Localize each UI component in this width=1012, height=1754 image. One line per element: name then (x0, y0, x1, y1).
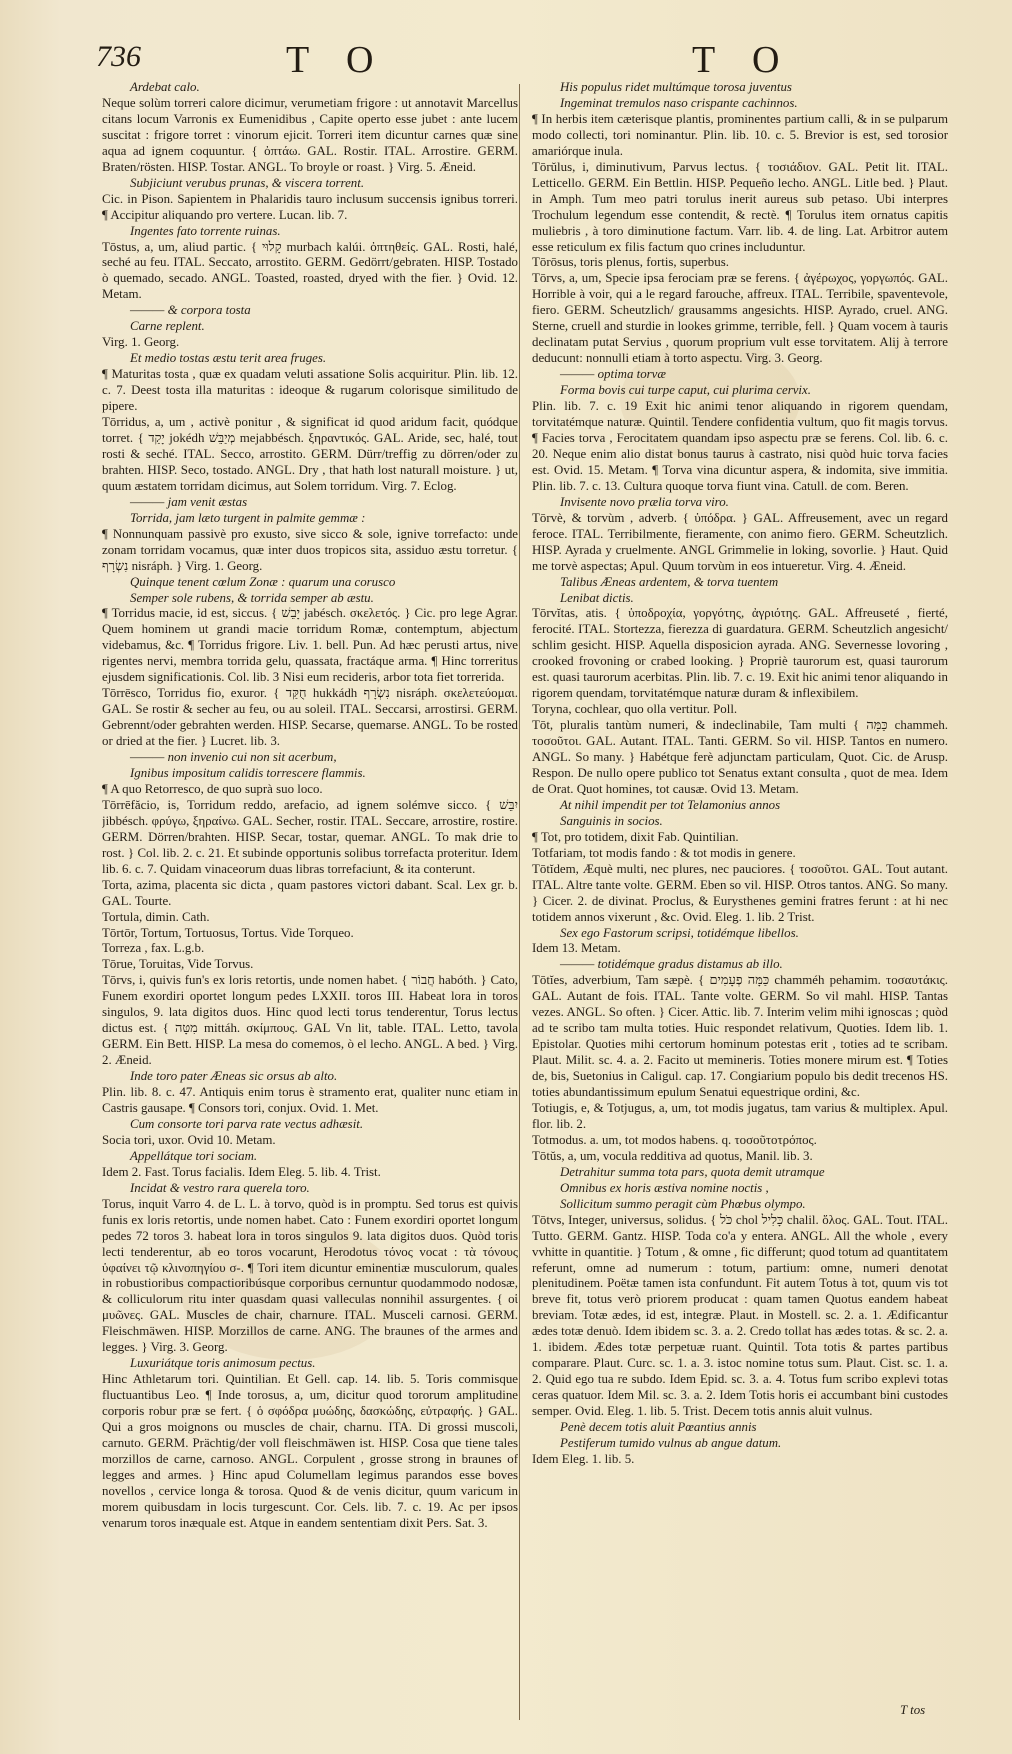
column-divider (519, 84, 520, 1720)
quotation-line: Ignibus impositum calidis torrescere flammis. (130, 765, 366, 780)
quotation-line: Sollicitum summo peragit cùm Phœbus olympo. (560, 1196, 806, 1211)
quotation-line: ——— optima torvæ (560, 367, 667, 382)
quotation-line: Sex ego Fastorum scripsi, totidémque libellos. (560, 925, 799, 940)
dictionary-entry: Tortula, dimin. Cath. (102, 909, 210, 924)
page-header (0, 40, 1012, 80)
quotation-line: Inde toro pater Æneas sic orsus ab alto. (130, 1069, 338, 1084)
dictionary-entry: Torta, azima, placenta sic dicta , quam pastores victori dabant. Scal. Lex gr. b. GAL. Tourte. (102, 877, 518, 908)
quotation-line: Incidat & vestro rara querela toro. (130, 1180, 310, 1195)
quotation-line: At nihil impendit per tot Telamonius annos (560, 797, 781, 812)
quotation-line: Subjiciunt verubus prunas, & viscera torrent. (130, 175, 365, 190)
quotation-line: Luxuriátque toris animosum pectus. (130, 1356, 316, 1371)
dictionary-entry: ¶ Tot, pro totidem, dixit Fab. Quintilian. (532, 829, 739, 844)
quotation-line: Pestiferum tumido vulnus ab angue datum. (560, 1436, 782, 1451)
dictionary-entry: Socia tori, uxor. Ovid 10. Metam. (102, 1132, 276, 1147)
dictionary-entry: ¶ A quo Retorresco, de quo suprà suo loco. (102, 781, 323, 796)
quotation-line: Et medio tostas æstu terit area fruges. (130, 351, 327, 366)
running-head-right: T O (692, 39, 794, 81)
dictionary-entry: Plin. lib. 7. c. 19 Exit hic animi tenor aliquando in rigorem quendam, torvitatémque naturæ. Quintil. Tendere confidentia vultum, quo fit magis torvus. ¶ Facies torva , Ferocitatem quandam ipso aspectu præ se ferens. Col. lib. 6. c. 20. Neque enim alio distat bonus taurus à castrato, nisi quòd huic torva facies est. Ovid. 15. Metam. ¶ Torva vina dicuntur aspera, & indomita, sive immitia. Plin. lib. 7. c. 13. Cultura quoque torva fiunt vina. Catull. de com. Beren. (532, 399, 948, 493)
quotation-line: Talibus Æneas ardentem, & torva tuentem (560, 574, 779, 589)
dictionary-entry: Toryna, cochlear, quo olla vertitur. Poll. (532, 702, 738, 717)
left-column (102, 80, 518, 1730)
dictionary-entry: Hinc Athletarum tori. Quintilian. Et Gell. cap. 14. lib. 5. Toris commisque fluctuantibus Leo. ¶ Inde torosus, a, um, dicitur quod tororum amplitudine corporis robur præ se fert. { ὁ σφόδρα μυώδης, δασκώδης, εὐτραφής. } GAL. Qui a gros moignons ou muscles de chair, charnu. ITA. Di grossi muscoli, carnuto. GERM. Prächtig/der voll fleischmäwen ist. HISP. Cosa que tiene tales morzillos de carne, carnoso. ANGL. Corpulent , grosse strong in braunes of legges and armes. } Hinc apud Columellam legimus parandos esse boves novellos , cervice longa & torosa. Quod & de venis dicitur, quum varicum in morem quibusdam in locis turgescunt. Cor. Cels. lib. 7. c. 19. Ac per ipsos venarum toros inæquale est. Atque in eandem sententiam dixit Pers. Sat. 3. (102, 1372, 518, 1530)
quotation-line: ——— non invenio cui non sit acerbum, (130, 750, 337, 765)
dictionary-entry: Idem 13. Metam. (532, 941, 621, 956)
quotation-line: Cum consorte tori parva rate vectus adhæsit. (130, 1116, 364, 1131)
dictionary-entry: Tōrrēsco, Torridus fio, exuror. { חֻקַּד hukkádh נִשְׂרָף nisráph. σκελετεύομαι. GAL. Se rostir & secher au feu, ou au soleil. ITAL. Seccarsi, arrostirsi. GERM. Gebrennt/oder gebrahten werden. HISP. Secarse, quemarse. ANGL. To be rosted or dried at the fier. } Lucret. lib. 3. (102, 686, 518, 749)
dictionary-entry: Tōrridus, a, um , activè ponitur , & significat id quod aridum facit, quódque torret. { יָקַד jokédh מְיַבֵּשׁ mejabbésch. ξηραντικός. GAL. Aride, sec, halé, tout rosti & seché. ITAL. Secco, arrostito. GERM. Dürr/treffig zu dörren/oder zu brahten. HISP. Seco, tostado. ANGL. Dry , that hath lost naturall moisture. } ut, quum æstatem torridam dicimus, aut Solem torridum. Virg. 7. Eclog. (102, 415, 518, 493)
dictionary-entry: Idem Eleg. 1. lib. 5. (532, 1451, 635, 1466)
dictionary-entry: Torreza , fax. L.g.b. (102, 941, 205, 956)
quotation-line: His populus ridet multúmque torosa juventus (560, 80, 792, 94)
dictionary-entry: Tōrvè, & torvùm , adverb. { ὑπόδρα. } GAL. Affreusement, avec un regard feroce. ITAL. Terribilmente, fieramente, con animo fiero. GERM. Scheutzlich. HISP. Ayrada y cruelmente. ANGL Grimmelie in loking, sovorlie. } Haut. Quid me torvè aspectas; Apul. Quum torvùm in eos intueretur. Virg. 4. Æneid. (532, 510, 948, 573)
dictionary-entry: Tōrvs, a, um, Specie ipsa ferociam præ se ferens. { ἀγέρωχος, γοργωπός. GAL. Horrible à voir, qui a le regard farouche, affreux. ITAL. Terribile, spaventevole, fiero. GERM. Scheutzlich/ grausamms angesichts. HISP. Ayrado, cruel. ANG. Sterne, cruell and sturdie in lookes grimme, terrible, fell. } Quam vocem à tauris declinatam putat Servius , quorum proprium vult esse torvitatem. Alij à terrore deducunt: nonnulli etiam à torto aspectu. Virg. 3. Georg. (532, 271, 948, 366)
running-head-left: T O (286, 39, 388, 81)
quotation-line: Forma bovis cui turpe caput, cui plurima cervix. (560, 383, 811, 398)
dictionary-entry: Tōtĭes, adverbium, Tam sæpè. { כַּמָּה פְעָמִים chamméh pehamim. τοσαυτάκις. GAL. Autant de fois. ITAL. Tante volte. GERM. So vil mahl. HISP. Tantas vezes. ANGL. So often. } Cicer. Attic. lib. 7. Interim velim mihi ignoscas ; quòd ad te scribo tam multa toties. Huic respondet relativum, Quoties. Idem lib. 1. Epistolar. Quoties mihi certorum hominum potestas erit , toties ad te scribam. Plaut. Milit. sc. 4. a. 2. Facito ut memineris. Toties monere mirum est. ¶ Toties de, bis, Suetonius in Caligul. cap. 17. Congiarium populo bis dedit trecenos HS. toties abundantissimum epulum Senatui equestrique ordini, &c. (532, 973, 948, 1100)
dictionary-entry: Tōrrēfăcio, is, Torridum reddo, arefacio, ad ignem solémve sicco. { יִבֵּשׁ jibbésch. φρύγω, ξηραίνω. GAL. Secher, rostir. ITAL. Seccare, arrostire, rostire. GERM. Dörren/brahten. HISP. Secar, tostar, quemar. ANGL. To mak drie to rost. } Col. lib. 2. c. 21. Et subinde opportunis solibus torrefacta proteritur. Idem lib. 6. c. 7. Quidam vinaceorum duas libras torrefaciunt, & ita conterunt. (102, 797, 518, 876)
quotation-line: Appellátque tori sociam. (130, 1148, 258, 1163)
dictionary-entry: ¶ Nonnunquam passivè pro exusto, sive sicco & sole, ignive torrefacto: unde zonam torridam vocamus, quæ inter duos tropicos sita, assiduo æstu torretur. { נִשְׂרָף nisráph. } Virg. 1. Georg. (102, 526, 518, 573)
dictionary-entry: Tōrtōr, Tortum, Tortuosus, Tortus. Vide Torqueo. (102, 925, 354, 940)
dictionary-entry: Cic. in Pison. Sapientem in Phalaridis tauro inclusum succensis ignibus torreri. ¶ Accipitur aliquando pro vertere. Lucan. lib. 7. (102, 191, 518, 222)
quotation-line: Detrahitur summa tota pars, quota demit utramque (560, 1164, 825, 1179)
quotation-line: Carne replent. (130, 319, 205, 334)
dictionary-entry: Tōstus, a, um, aliud partic. { קָלוּי murbach kalúi. ὀπτηθείς. GAL. Rosti, halé, seché au feu. ITAL. Seccato, arrostito. GERM. Gedörrt/gebraten. HISP. Tostado ò quemado, secado. ANGL. Toasted, roasted, dryed with the fier. } Ovid. 12. Metam. (102, 239, 518, 302)
dictionary-entry: Totfariam, tot modis fando : & tot modis in genere. (532, 845, 796, 860)
dictionary-entry: Tōrvs, i, quivis fun's ex loris retortis, unde nomen habet. { חֲבוֹר habóth. } Cato, Funem exordiri oportet longum pedes LXXII. toros III. Habeat lora in toros singulos, 9. lata digitos duos. Hinc quod lecti torus tenderentur, Torus lectus dictus est. { מִטָּה mittáh. σκίμπους. GAL Vn lit, table. ITAL. Letto, tavola GERM. Ein Bett. HISP. La mesa do comemos, ò el lecho. ANGL. A bed. } Virg. 2. Æneid. (102, 973, 518, 1068)
dictionary-entry: Totmodus. a. um, tot modos habens. q. τοσοῦτοτρόπος. (532, 1132, 817, 1147)
quotation-line: Penè decem totis aluit Pœantius annis (560, 1420, 757, 1435)
quotation-line: Ingentes fato torrente ruinas. (130, 223, 281, 238)
dictionary-entry: Torus, inquit Varro 4. de L. L. à torvo, quòd is in promptu. Sed torus est quivis funis ex loris retortis, unde nomen habet. Cato : Funem exordiri oportet longum pedes 72 toros 3. habeat lora in toros singulos 9. lata digitos duos. Quòd toris lecti tenderentur, ab eo toros vocarunt, Herodotus τόνος vocat : τὰ τόνους ὑφαίνει τῷ κλινοπηγίου σ-. ¶ Tori item dicuntur eminentiæ musculorum, quales in robustioribus compactioribúsque corporibus cernuntur quodammodo nodosæ, & colliculorum ritu inter quasdam quasi valleculas nonnihil assurgentes. { οἱ μυῶνες. GAL. Muscles de chair, charnure. ITAL. Musceli carnosi. GERM. Fleischmäwen. HISP. Morzillos de carne. ANG. The braunes of the armes and legges. } Virg. 3. Georg. (102, 1196, 518, 1355)
quotation-line: Sanguinis in socios. (560, 813, 663, 828)
quotation-line: Lenibat dictis. (560, 590, 634, 605)
dictionary-entry: Neque solùm torreri calore dicimur, verumetiam frigore : ut annotavit Marcellus citans locum Varronis ex Eumenidibus , Capite operto esse jubet : ante lucem suscitat : frigore torret : vinorum ejicit. Torreri item dicuntur carnes quæ sine aqua ad ignem coquuntur. { ὀπτάω. GAL. Rostir. ITAL. Arrostire. GERM. Braten/rösten. HISP. Tostar. ANGL. To broyle or roast. } Virg. 5. Æneid. (102, 95, 518, 174)
dictionary-entry: Tōrŭlus, i, diminutivum, Parvus lectus. { τοσιάδιον. GAL. Petit lit. ITAL. Letticello. GERM. Ein Bettlin. HISP. Pequeño lecho. ANGL. Litle bed. } Plaut. in Amph. Tum meo patri torulus inerit aureus sub petaso. Ubi interpres Trochulum legendum esse contendit, & rectè. ¶ Torulus item ornatus capitis muliebris , à toro diminutione factum. Varr. lib. 4. de ling. Lat. Arbitror autem esse reticulum ex filis factum quo crines includuntur. (532, 159, 948, 254)
dictionary-entry: ¶ Maturitas tosta , quæ ex quadam veluti assatione Solis acquiritur. Plin. lib. 12. c. 7. Deest tosta illa maturitas : ideoque & rugarum colorisque similitudo de pipere. (102, 367, 518, 414)
dictionary-entry: Totiugis, e, & Totjugus, a, um, tot modis jugatus, tam varius & multiplex. Apul. flor. lib. 2. (532, 1101, 948, 1131)
catchword: T tos (900, 1703, 926, 1717)
dictionary-entry: Virg. 1. Georg. (102, 335, 180, 350)
quotation-line: Omnibus ex horis æstiva nomine noctis , (560, 1180, 769, 1195)
dictionary-entry: ¶ Torridus macie, id est, siccus. { יָבֵשׁ jabésch. σκελετός. } Cic. pro lege Agrar. Quem hominem ut grandi macie torridum Romæ, contemptum, abjectum videbamus, &c. ¶ Torridus frigore. Liv. 1. bell. Pun. Ad hæc perusti artus, nive rigentes nervi, membra torrida gelu, quassata, fractáque arma. ¶ Hinc torreritus ejusdem significationis. Col. lib. 3 Nisi eum recideris, arbor tota fiet torrerida. (102, 606, 518, 685)
quotation-line: ——— jam venit æstas (130, 494, 248, 509)
dictionary-entry: Plin. lib. 8. c. 47. Antiquis enim torus è stramento erat, qualiter nunc etiam in Castris gausape. ¶ Consors tori, conjux. Ovid. 1. Met. (102, 1085, 518, 1115)
dictionary-entry: Tōrvĭtas, atis. { ὑποδροχία, γοργότης, ἀγριότης. GAL. Affreuseté , fierté, ferocité. ITAL. Stortezza, fierezza di guardatura. GERM. Scheutzlich angesicht/ schlim gesicht. HISP. Aquella disposicion ayrada. ANG. Severnesse lovoring , crooked frovoning or crabed looking. } Propriè taurorum est, quasi taurorum est. quasi taurorum acerbitas. Plin. lib. 7. c. 19. Exit hic animi tenor aliquando in rigorem quendam, torvitatémque naturæ duram & inflexibilem. (532, 606, 948, 701)
dictionary-entry: Tōtŭs, a, um, vocula redditiva ad quotus, Manil. lib. 3. (532, 1148, 813, 1163)
quotation-line: Ardebat calo. (130, 80, 200, 94)
quotation-line: Quinque tenent cœlum Zonæ : quarum una corusco (130, 574, 396, 589)
dictionary-entry: Tōrue, Toruitas, Vide Torvus. (102, 957, 254, 972)
quotation-line: ——— totidémque gradus distamus ab illo. (560, 957, 783, 972)
dictionary-entry: ¶ In herbis item cæterisque plantis, prominentes partium calli, & in se pulparum modo collecti, tori nominantur. Plin. lib. 10. c. 5. Brevior is est, sed torosior amariórque inula. (532, 111, 948, 158)
quotation-line: Torrida, jam læto turgent in palmite gemmæ : (130, 510, 366, 525)
dictionary-entry: Tōtvs, Integer, universus, solidus. { כֹּל chol כָּלִיל chalil. ὅλος. GAL. Tout. ITAL. Tutto. GERM. Gantz. HISP. Toda co'a y entera. ANGL. All the whole , every vvhitte in quantitie. } Totum , & omne , fic differunt; quod totum ad quantitatem referunt, omne ad numerum : totum, partium: omne, numeri denotat plenitudinem. Poëtæ tamen ista confundunt. Fit autem Totus à tot, quum vis tot breve fit, totus verò priorem producat : quam tamen Quotus eandem habeat breviam. Totæ ædes, id est, integræ. Plaut. in Mostell. sc. 2. a. 1. Ædificantur ædes totæ denuò. Idem ibidem sc. 3. a. 2. Credo tollat has ædes totas. & sc. 2. a. 1. ibidem. Ædes totæ perpetuæ ruant. Quintil. Tota totis & partes partibus comparare. Plaut. Curc. sc. 1. a. 3. istoc nomine totus sum. Plaut. Cist. sc. 1. a. 2. Quid ego tua re subdo. Idem Epid. sc. 3. a. 4. Totus fum scribo explevi totas ceras quatuor. Idem Mil. sc. 3. a. 2. Idem Totis horis ei accumbant bini custodes semper. Ovid. Eleg. 1. lib. 5. Trist. Decem totis annis aluit vulnus. (532, 1212, 948, 1419)
dictionary-entry: Tōtĭdem, Æquè multi, nec plures, nec pauciores. { τοσοῦτοι. GAL. Tout autant. ITAL. Altre tante volte. GERM. Eben so vil. HISP. Otros tantos. ANG. So many. } Cicer. 2. de divinat. Proclus, & Eurysthenes gemini fratres ferunt : at hi nec totidem annos vixerunt , &c. Ovid. Eleg. 1. lib. 2 Trist. (532, 861, 948, 924)
quotation-line: Semper sole rubens, & torrida semper ab æstu. (130, 590, 374, 605)
quotation-line: ——— & corpora tosta (130, 303, 251, 318)
right-column (532, 80, 948, 1730)
quotation-line: Invisente novo prælia torva viro. (560, 494, 729, 509)
dictionary-entry: Idem 2. Fast. Torus facialis. Idem Eleg. 5. lib. 4. Trist. (102, 1164, 381, 1179)
dictionary-entry: Tōrōsus, toris plenus, fortis, superbus. (532, 255, 729, 270)
page-number: 736 (96, 40, 141, 73)
dictionary-entry: Tōt, pluralis tantùm numeri, & indeclinabile, Tam multi { כַּמָּה chammeh. τοσοῦτοι. GAL. Autant. ITAL. Tanti. GERM. So vil. HISP. Tantos en numero. ANGL. So many. } Habétque ferè adjunctam particulam, Quot. Cic. de Arusp. Respon. De nullo opere publico tot Senatus extant consulta , quot de mea. Idem de Orat. Quot homines, tot causæ. Ovid 13. Metam. (532, 718, 948, 796)
quotation-line: Ingeminat tremulos naso crispante cachinnos. (560, 95, 798, 110)
